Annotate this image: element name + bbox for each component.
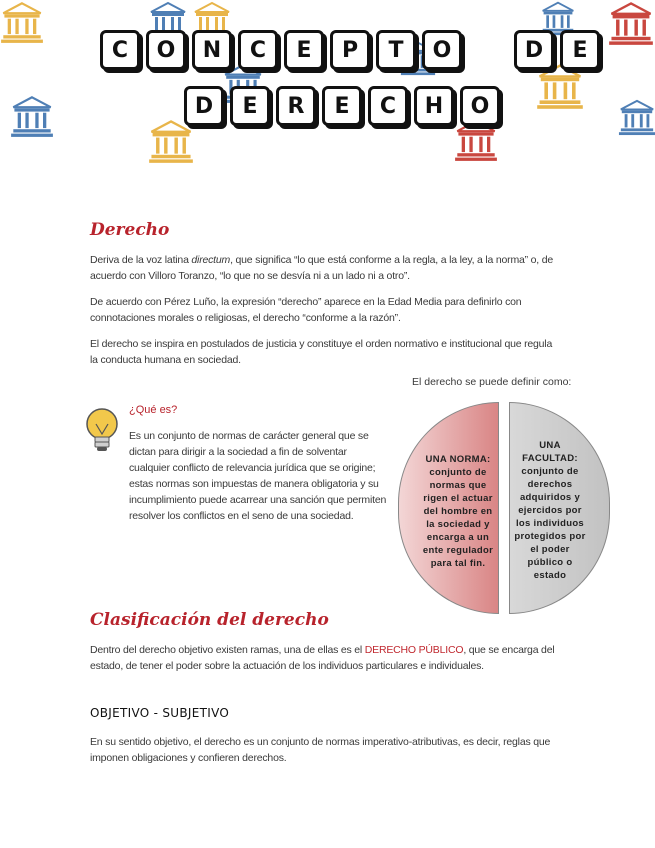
italic-term: directum — [191, 254, 231, 266]
bank-building-icon — [608, 0, 654, 51]
title-letter-tile: R — [276, 86, 316, 126]
title-letter-tile: C — [368, 86, 408, 126]
title-letter-tile: D — [184, 86, 224, 126]
circle-half-facultad — [509, 402, 610, 614]
norma-text: UNA NORMA: conjunto de normas que rigen el actuar del hombre en la sociedad y encarga a un ente regulador para tal fin. — [422, 454, 494, 569]
facultad-text: UNA FACULTAD: conjunto de derechos adquiridos y ejercidos por los individuos protegidos por el poder público o estado — [514, 440, 586, 581]
bank-building-icon — [0, 0, 44, 49]
lightbulb-icon — [82, 404, 122, 465]
title-letter-tile: E — [284, 30, 324, 70]
title-letter-tile: C — [238, 30, 278, 70]
circle-half-norma — [398, 402, 499, 614]
definition-caption: El derecho se puede definir como: — [412, 376, 572, 388]
paragraph-perez-luno: De acuerdo con Pérez Luño, la expresión “derecho” aparece en la Edad Media para definirlo con connotaciones morales o religiosas, el derecho “conforme a la razón”. — [90, 296, 522, 324]
definition-text: Es un conjunto de normas de carácter general que se dictan para dirigir a la sociedad a fin de solventar cualquier conflicto de relevancia jurídica que se origine; estas normas son impuestas de manera obligatoria y su incumplimiento puede acarrear una sanción que permiten resolver los conflictos en el seno de una sociedad. — [129, 430, 387, 522]
paragraph-etymology: Deriva de la voz latina directum, que significa “lo que está conforme a la regla, a la ley, a la norma” o, de acuerdo con Villoro Toranzo, “lo que no se desvía ni a un lado ni a otro”. — [90, 254, 554, 282]
highlight-derecho-publico: DERECHO PÚBLICO — [364, 644, 464, 656]
paragraph-justicia: El derecho se inspira en postulados de justicia y constituye el orden normativo e institucional que regula la conducta humana en sociedad. — [90, 338, 553, 366]
bank-building-icon — [10, 94, 54, 143]
title-letter-tile: T — [376, 30, 416, 70]
title-letter-tile: D — [514, 30, 554, 70]
page-title-line-1 — [100, 30, 600, 70]
title-letter-tile: E — [230, 86, 270, 126]
title-letter-tile: E — [560, 30, 600, 70]
question-label: ¿Qué es? — [129, 404, 178, 416]
page-title-line-2 — [184, 86, 500, 126]
title-letter-tile — [468, 30, 508, 70]
section-heading-derecho: Derecho — [90, 220, 170, 240]
title-letter-tile: O — [146, 30, 186, 70]
title-letter-tile: H — [414, 86, 454, 126]
bank-building-icon — [618, 98, 655, 141]
definition-circle — [398, 402, 610, 614]
subtitle-objetivo-subjetivo: OBJETIVO - SUBJETIVO — [90, 706, 230, 720]
title-letter-tile: O — [460, 86, 500, 126]
title-letter-tile: P — [330, 30, 370, 70]
title-letter-tile: N — [192, 30, 232, 70]
title-letter-tile: E — [322, 86, 362, 126]
title-letter-tile: O — [422, 30, 462, 70]
title-letter-tile: C — [100, 30, 140, 70]
section-heading-clasificacion: Clasificación del derecho — [90, 610, 329, 630]
paragraph-derecho-publico: Dentro del derecho objetivo existen ramas, una de ellas es el DERECHO PÚBLICO, que se encarga del estado, de tener el poder sobre la actuación de los individuos particulares e individuales. — [90, 644, 555, 672]
paragraph-sentido-objetivo: En su sentido objetivo, el derecho es un conjunto de normas imperativo-atributivas, es decir, reglas que imponen obligaciones y confieren derechos. — [90, 736, 551, 764]
